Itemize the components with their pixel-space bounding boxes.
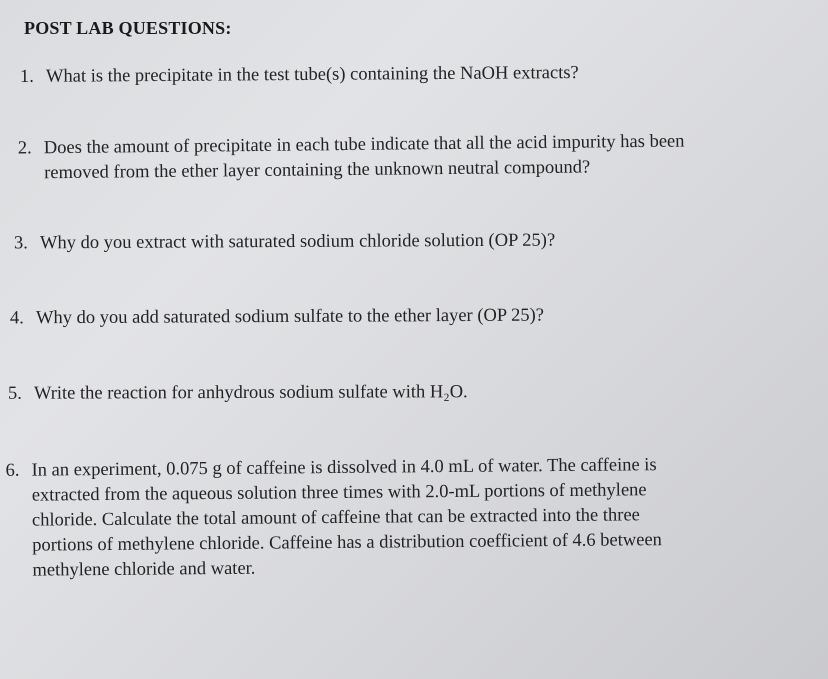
question-3: [14, 229, 555, 257]
question-text-line: chloride. Calculate the total amount of caffeine that can be extracted into the three: [31, 505, 640, 531]
question-number: 6.: [5, 460, 20, 481]
question-text-line: Does the amount of precipitate in each tube indicate that all the acid impurity has been: [43, 131, 685, 159]
question-text-line: removed from the ether layer containing the unknown neutral compound?: [44, 157, 591, 184]
question-4: [10, 304, 544, 332]
question-5: [8, 380, 468, 407]
page-title: POST LAB QUESTIONS:: [24, 18, 232, 38]
question-text-line: Write the reaction for anhydrous sodium sulfate with H₂O.: [33, 382, 468, 404]
question-text-line: extracted from the aqueous solution three times with 2.0-mL portions of methylene: [31, 480, 647, 506]
question-text-line: methylene chloride and water.: [32, 558, 256, 581]
question-number: 3.: [13, 233, 28, 254]
question-number: 1.: [19, 66, 34, 87]
question-text-line: portions of methylene chloride. Caffeine has a distribution coefficient of 4.6 between: [32, 530, 662, 556]
question-text-line: Why do you extract with saturated sodium chloride solution (OP 25)?: [39, 230, 556, 254]
question-1: [20, 61, 579, 90]
question-text-line: In an experiment, 0.075 g of caffeine is dissolved in 4.0 mL of water. The caffeine is: [31, 455, 657, 481]
question-number: 5.: [7, 383, 22, 404]
question-2: [18, 130, 685, 187]
question-number: 4.: [9, 308, 24, 329]
question-6: [5, 453, 662, 584]
question-text-line: Why do you add saturated sodium sulfate to the ether layer (OP 25)?: [35, 305, 544, 329]
question-text-line: What is the precipitate in the test tube(s) containing the NaOH extracts?: [45, 63, 579, 87]
question-number: 2.: [17, 138, 32, 159]
